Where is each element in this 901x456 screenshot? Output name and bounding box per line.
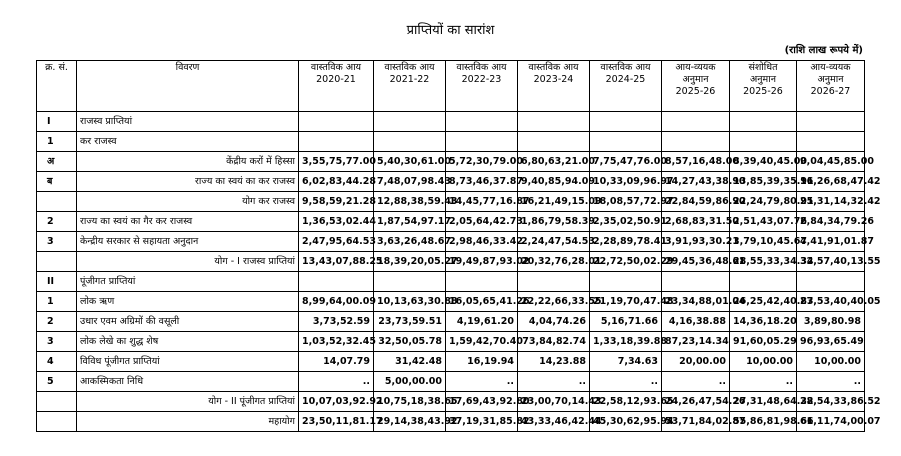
amount-cell: 2,24,47,54.53: [518, 232, 590, 252]
amount-cell: [797, 272, 865, 292]
serial-number: [37, 392, 77, 412]
amount-cell: 3,89,80.98: [797, 312, 865, 332]
amount-cell: ..: [730, 372, 797, 392]
amount-cell: 23,00,70,14.43: [518, 392, 590, 412]
serial-number: II: [37, 272, 77, 292]
row-description: राजस्व प्राप्तियां: [77, 112, 299, 132]
amount-cell: 4,19,61.20: [446, 312, 518, 332]
amount-cell: 29,14,38,43.92: [374, 412, 446, 432]
amount-cell: 19,49,87,93.02: [446, 252, 518, 272]
table-row: [37, 272, 865, 292]
amount-cell: 27,31,48,64.32: [730, 392, 797, 412]
amount-cell: [374, 272, 446, 292]
amount-cell: 6,80,63,21.00: [518, 152, 590, 172]
serial-number: [37, 192, 77, 212]
amount-cell: 8,73,46,37.87: [446, 172, 518, 192]
amount-cell: 16,19.94: [446, 352, 518, 372]
amount-cell: 22,84,59,86.90: [662, 192, 730, 212]
amount-cell: ..: [518, 372, 590, 392]
column-header-line: 2026-27: [810, 86, 851, 97]
amount-cell: 22,24,79,80.91: [730, 192, 797, 212]
serial-number: अ: [37, 152, 77, 172]
amount-cell: [374, 132, 446, 152]
column-header: [446, 61, 518, 112]
amount-cell: 87,23,14.34: [662, 332, 730, 352]
amount-cell: [590, 112, 662, 132]
amount-cell: 28,54,33,86.52: [797, 392, 865, 412]
serial-number: 3: [37, 232, 77, 252]
column-header-line: वास्तविक आय: [384, 62, 435, 73]
amount-cell: 96,93,65.49: [797, 332, 865, 352]
amount-cell: 73,84,82.74: [518, 332, 590, 352]
amount-cell: 21,19,70,47.48: [590, 292, 662, 312]
amount-cell: 22,58,12,93.65: [590, 392, 662, 412]
table-body: [37, 112, 881, 432]
row-description: कर राजस्व: [77, 132, 299, 152]
row-description: राज्य का स्वयं का कर राजस्व: [77, 172, 299, 192]
amount-cell: 14,36,18.20: [730, 312, 797, 332]
column-header-line: आय-व्ययक: [675, 62, 716, 73]
amount-cell: 91,60,05.29: [730, 332, 797, 352]
amount-cell: [590, 132, 662, 152]
row-description: लोक लेखे का शुद्ध शेष: [77, 332, 299, 352]
amount-cell: [518, 112, 590, 132]
amount-cell: [730, 132, 797, 152]
column-header: [374, 61, 446, 112]
amount-cell: [730, 112, 797, 132]
table-row: [37, 372, 865, 392]
amount-cell: 10,00.00: [730, 352, 797, 372]
amount-cell: 18,08,57,72.97: [590, 192, 662, 212]
serial-number: 1: [37, 132, 77, 152]
column-header: [730, 61, 797, 112]
column-header-line: 2024-25: [605, 74, 646, 85]
amount-cell: 14,27,43,38.90: [662, 172, 730, 192]
column-header-line: क्र. सं.: [45, 62, 68, 73]
amount-cell: 4,04,74.26: [518, 312, 590, 332]
amount-cell: 32,57,40,13.55: [797, 252, 865, 272]
amount-cell: 13,85,39,35.91: [730, 172, 797, 192]
column-header: [37, 61, 77, 112]
table-row: [37, 392, 865, 412]
table-row: [37, 192, 865, 212]
amount-cell: [446, 132, 518, 152]
table-row: [37, 152, 865, 172]
amount-cell: ..: [590, 372, 662, 392]
table-row: [37, 352, 865, 372]
amount-cell: 61,11,74,00.07: [797, 412, 865, 432]
amount-cell: 2,35,02,50.91: [590, 212, 662, 232]
header-row: [37, 61, 865, 112]
amount-cell: 17,69,43,92.80: [446, 392, 518, 412]
amount-cell: 23,50,11,81.17: [299, 412, 374, 432]
amount-cell: [446, 112, 518, 132]
amount-cell: 37,19,31,85.82: [446, 412, 518, 432]
row-description: योग - I राजस्व प्राप्तियां: [77, 252, 299, 272]
row-description: विविध पूंजीगत प्राप्तियां: [77, 352, 299, 372]
table-row: [37, 212, 865, 232]
serial-number: ब: [37, 172, 77, 192]
column-header-line: अनुमान: [817, 74, 844, 85]
amount-cell: 22,22,66,33.55: [518, 292, 590, 312]
page-title: प्राप्तियों का सारांश: [406, 23, 495, 38]
amount-cell: 29,45,36,48.61: [662, 252, 730, 272]
row-description: राज्य का स्वयं का गैर कर राजस्व: [77, 212, 299, 232]
column-header-line: 2025-26: [743, 86, 783, 97]
row-description: लोक ऋण: [77, 292, 299, 312]
amount-cell: 10,75,18,38.65: [374, 392, 446, 412]
amount-cell: [797, 112, 865, 132]
amount-cell: 22,72,50,02.29: [590, 252, 662, 272]
amount-cell: 1,36,53,02.44: [299, 212, 374, 232]
amount-cell: 4,41,91,01.87: [797, 232, 865, 252]
table-row: [37, 172, 865, 192]
amount-cell: [374, 112, 446, 132]
amount-cell: 14,07.79: [299, 352, 374, 372]
amount-cell: 24,26,47,54.26: [662, 392, 730, 412]
amount-cell: 8,99,64,00.09: [299, 292, 374, 312]
amount-cell: 16,26,68,47.42: [797, 172, 865, 192]
amount-cell: 53,71,84,02.87: [662, 412, 730, 432]
amount-cell: [518, 272, 590, 292]
table-row: [37, 332, 865, 352]
amount-cell: 3,91,93,30.21: [662, 232, 730, 252]
amount-cell: [662, 132, 730, 152]
serial-number: 2: [37, 212, 77, 232]
amount-cell: [662, 272, 730, 292]
amount-cell: 23,73,59.51: [374, 312, 446, 332]
amount-cell: 25,31,14,32.42: [797, 192, 865, 212]
column-header-line: 2021-22: [389, 74, 430, 85]
amount-cell: 7,48,07,98.43: [374, 172, 446, 192]
amount-cell: 27,53,40,40.05: [797, 292, 865, 312]
amount-cell: 43,33,46,42.44: [518, 412, 590, 432]
amount-cell: 16,21,49,15.09: [518, 192, 590, 212]
amount-cell: [299, 132, 374, 152]
column-header-line: वास्तविक आय: [600, 62, 651, 73]
column-header-line: आय-व्ययक: [810, 62, 851, 73]
amount-cell: [446, 272, 518, 292]
amount-cell: 32,50,05.78: [374, 332, 446, 352]
table-row: [37, 112, 865, 132]
amount-cell: 10,07,03,92.92: [299, 392, 374, 412]
column-header-line: 2025-26: [675, 86, 716, 97]
amount-cell: 1,59,42,70.40: [446, 332, 518, 352]
serial-number: 5: [37, 372, 77, 392]
amount-cell: 5,40,30,61.00: [374, 152, 446, 172]
serial-number: 3: [37, 332, 77, 352]
column-header: [590, 61, 662, 112]
serial-number: I: [37, 112, 77, 132]
column-header: [299, 61, 374, 112]
amount-cell: [299, 272, 374, 292]
amount-cell: 1,33,18,39.88: [590, 332, 662, 352]
amount-cell: 14,23.88: [518, 352, 590, 372]
table-row: [37, 132, 865, 152]
amount-cell: 2,05,64,42.73: [446, 212, 518, 232]
amount-cell: [299, 112, 374, 132]
amount-cell: 14,45,77,16.87: [446, 192, 518, 212]
amount-cell: 10,00.00: [797, 352, 865, 372]
column-header: [518, 61, 590, 112]
amount-cell: 9,40,85,94.09: [518, 172, 590, 192]
amount-cell: 9,04,45,85.00: [797, 152, 865, 172]
amount-cell: [590, 272, 662, 292]
amount-cell: 2,51,43,07.76: [730, 212, 797, 232]
column-header-line: अनुमान: [750, 74, 776, 85]
amount-cell: 18,39,20,05.27: [374, 252, 446, 272]
amount-cell: 2,98,46,33.42: [446, 232, 518, 252]
amount-cell: 3,63,26,48.67: [374, 232, 446, 252]
amount-cell: 5,16,71.66: [590, 312, 662, 332]
row-description: उधार एवम अग्रिमों की वसूली: [77, 312, 299, 332]
column-header: [662, 61, 730, 112]
column-header-line: अनुमान: [682, 74, 709, 85]
row-description: पूंजीगत प्राप्तियां: [77, 272, 299, 292]
amount-cell: 10,33,09,96.97: [590, 172, 662, 192]
serial-number: [37, 412, 77, 432]
amount-cell: 45,30,62,95.94: [590, 412, 662, 432]
amount-cell: 16,05,65,41.26: [446, 292, 518, 312]
amount-cell: ..: [662, 372, 730, 392]
amount-cell: [662, 112, 730, 132]
amount-cell: [518, 132, 590, 152]
amount-cell: 7,34.63: [590, 352, 662, 372]
amount-cell: 4,16,38.88: [662, 312, 730, 332]
column-header-line: 2022-23: [461, 74, 502, 85]
table-row: [37, 412, 865, 432]
receipts-summary-table: [36, 60, 881, 432]
amount-cell: [797, 132, 865, 152]
amount-cell: 5,00,00.00: [374, 372, 446, 392]
amount-cell: 3,73,52.59: [299, 312, 374, 332]
column-header-line: संशोधित: [748, 62, 778, 73]
amount-cell: 2,68,83,31.50: [662, 212, 730, 232]
serial-number: 1: [37, 292, 77, 312]
amount-cell: ..: [299, 372, 374, 392]
amount-cell: ..: [797, 372, 865, 392]
amount-cell: 23,34,88,01.04: [662, 292, 730, 312]
amount-cell: 7,75,47,76.00: [590, 152, 662, 172]
amount-cell: 20,00.00: [662, 352, 730, 372]
table-row: [37, 292, 865, 312]
amount-cell: 2,47,95,64.53: [299, 232, 374, 252]
column-header-line: वास्तविक आय: [456, 62, 507, 73]
amount-cell: 2,84,34,79.26: [797, 212, 865, 232]
amount-cell: 8,57,16,48.00: [662, 152, 730, 172]
column-header: [77, 61, 299, 112]
row-description: योग कर राजस्व: [77, 192, 299, 212]
column-header-line: वास्तविक आय: [310, 62, 362, 73]
amount-cell: 28,55,33,34.34: [730, 252, 797, 272]
row-description: महायोग: [77, 412, 299, 432]
amount-cell: 31,42.48: [374, 352, 446, 372]
row-description: केंद्रीय करों में हिस्सा: [77, 152, 299, 172]
amount-cell: 10,13,63,30.88: [374, 292, 446, 312]
amount-cell: 6,02,83,44.28: [299, 172, 374, 192]
column-header-line: 2020-21: [316, 74, 356, 85]
unit-note: (राशि लाख रूपये में): [784, 45, 863, 56]
amount-cell: 1,86,79,58.39: [518, 212, 590, 232]
amount-cell: 55,86,81,98.66: [730, 412, 797, 432]
amount-cell: 3,55,75,77.00: [299, 152, 374, 172]
amount-cell: 20,32,76,28.01: [518, 252, 590, 272]
amount-cell: [730, 272, 797, 292]
amount-cell: 12,88,38,59.43: [374, 192, 446, 212]
table-row: [37, 312, 865, 332]
row-description: केन्द्रीय सरकार से सहायता अनुदान: [77, 232, 299, 252]
amount-cell: 5,72,30,79.00: [446, 152, 518, 172]
column-header: [797, 61, 865, 112]
column-header-line: 2023-24: [533, 74, 574, 85]
row-description: योग - II पूंजीगत प्राप्तियां: [77, 392, 299, 412]
table-row: [37, 232, 865, 252]
column-header-line: विवरण: [175, 62, 200, 73]
amount-cell: 9,58,59,21.28: [299, 192, 374, 212]
amount-cell: 1,03,52,32.45: [299, 332, 374, 352]
table-row: [37, 252, 865, 272]
amount-cell: 13,43,07,88.25: [299, 252, 374, 272]
row-description: आकस्मिकता निधि: [77, 372, 299, 392]
amount-cell: 1,87,54,97.17: [374, 212, 446, 232]
amount-cell: 3,79,10,45.67: [730, 232, 797, 252]
amount-cell: 8,39,40,45.00: [730, 152, 797, 172]
amount-cell: 2,28,89,78.41: [590, 232, 662, 252]
column-header-line: वास्तविक आय: [528, 62, 579, 73]
serial-number: 4: [37, 352, 77, 372]
amount-cell: 26,25,42,40.83: [730, 292, 797, 312]
serial-number: [37, 252, 77, 272]
amount-cell: ..: [446, 372, 518, 392]
serial-number: 2: [37, 312, 77, 332]
